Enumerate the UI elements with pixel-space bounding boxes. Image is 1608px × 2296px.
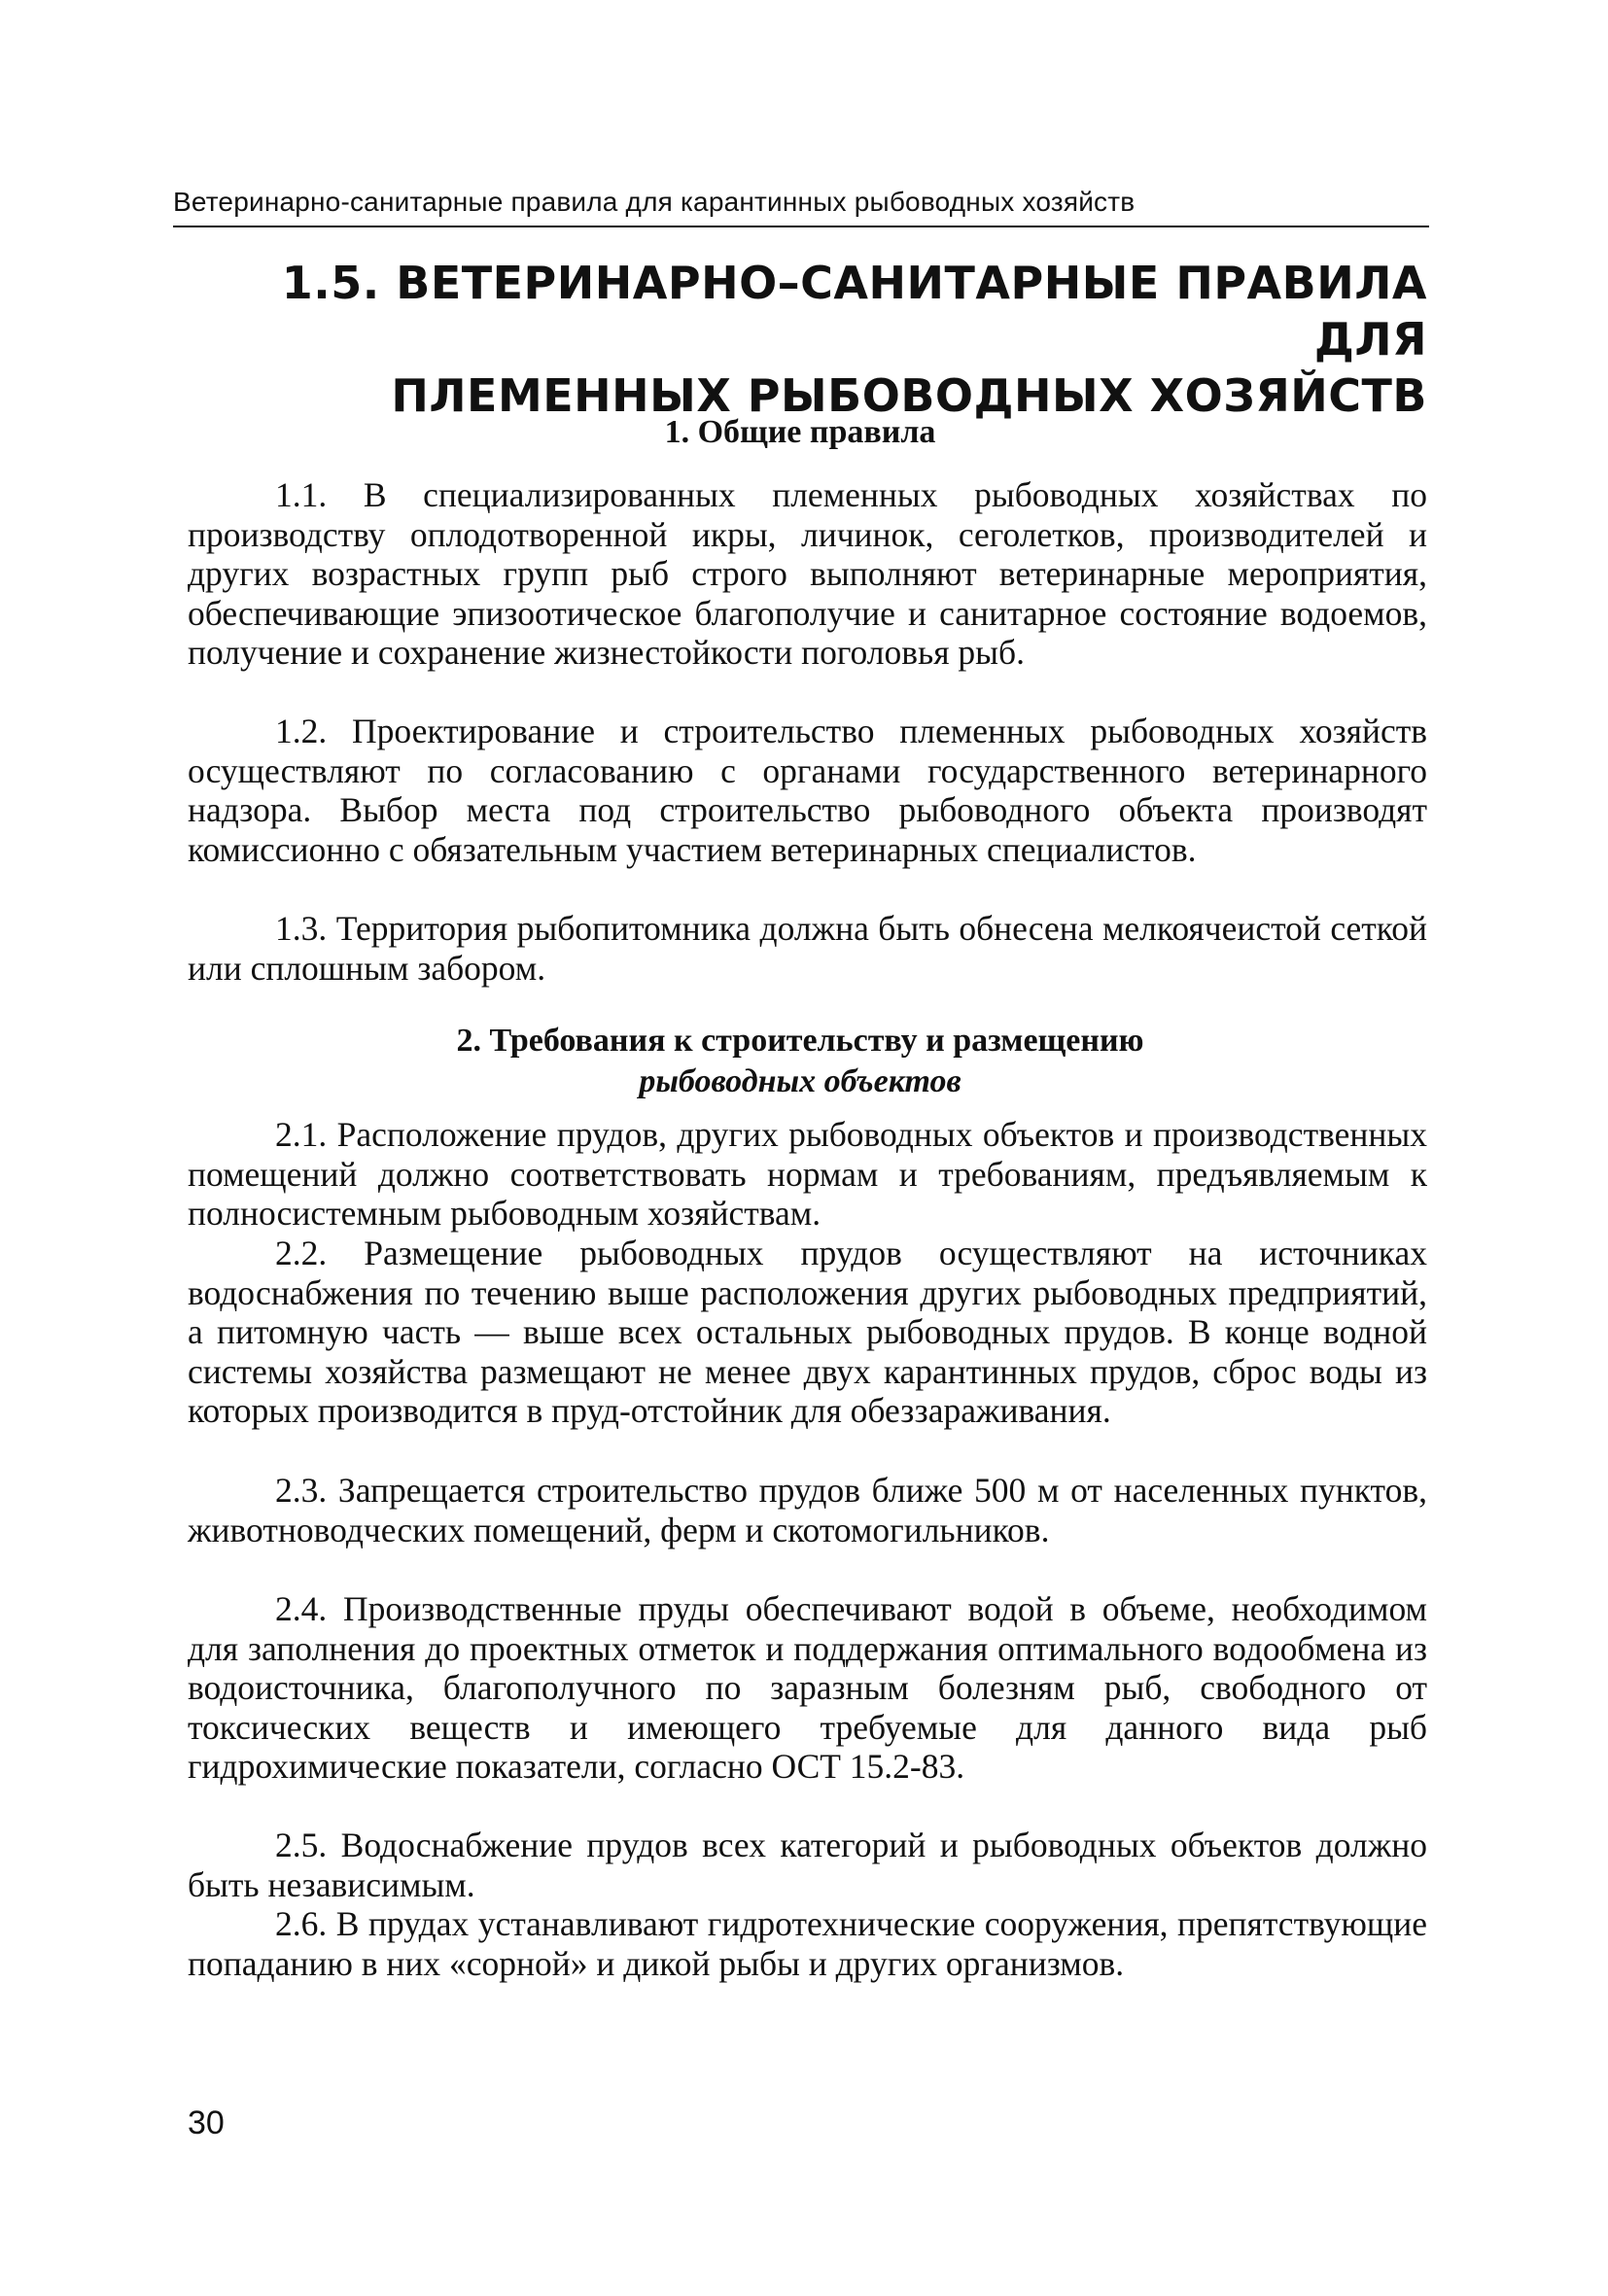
- chapter-title: [173, 255, 1427, 424]
- paragraph-2-2: 2.2. Размещение рыбоводных прудов осуществляют на источниках водоснабжения по течению выше расположения других рыбоводных предприятий, а питомную часть — выше всех остальных рыбоводных прудов. В конце водной системы хозяйства размещают не менее двух карантинных прудов, сброс воды из которых производится в пруд-отстойник для обеззараживания.: [188, 1234, 1427, 1431]
- chapter-title-line-2: ПЛЕМЕННЫХ РЫБОВОДНЫХ ХОЗЯЙСТВ: [391, 369, 1427, 422]
- paragraph-1-1: 1.1. В специализированных племенных рыбоводных хозяйствах по производству оплодотворенной икры, личинок, сеголетков, производителей и других возрастных групп рыб строго выполняют ветеринарные мероприятия, обеспечивающие эпизоотическое благополучие и санитарное состояние водоемов, получение и сохранение жизнестойкости поголовья рыб.: [188, 475, 1427, 673]
- paragraph-2-4: 2.4. Производственные пруды обеспечивают водой в объеме, необходимом для заполнения до проектных отметок и поддержания оптимального водообмена из водоисточника, благополучного по заразным болезням рыб, свободного от токсических веществ и имеющего требуемые для данного вида рыб гидрохимические показатели, согласно ОСТ 15.2-83.: [188, 1589, 1427, 1787]
- paragraph-1-3: 1.3. Территория рыбопитомника должна быть обнесена мелкоячеистой сеткой или сплошным забором.: [188, 909, 1427, 988]
- paragraph-1-2: 1.2. Проектирование и строительство племенных рыбоводных хозяйств осуществляют по согласованию с органами государственного ветеринарного надзора. Выбор места под строительство рыбоводного объекта производят комиссионно с обязательным участием ветеринарных специалистов.: [188, 712, 1427, 869]
- section-title-construction: [173, 1021, 1427, 1102]
- page-number: 30: [188, 2105, 225, 2141]
- paragraph-2-5: 2.5. Водоснабжение прудов всех категорий и рыбоводных объектов должно быть независимым.: [188, 1826, 1427, 1904]
- paragraph-2-3: 2.3. Запрещается строительство прудов ближе 500 м от населенных пунктов, животноводческих помещений, ферм и скотомогильников.: [188, 1471, 1427, 1549]
- paragraph-2-1: 2.1. Расположение прудов, других рыбоводных объектов и производственных помещений должно соответствовать нормам и требованиям, предъявляемым к полносистемным рыбоводным хозяйствам.: [188, 1115, 1427, 1234]
- running-head: Ветеринарно-санитарные правила для карантинных рыбоводных хозяйств: [173, 187, 1136, 217]
- paragraph-2-6: 2.6. В прудах устанавливают гидротехнические сооружения, препятствующие попаданию в них «сорной» и дикой рыбы и других организмов.: [188, 1904, 1427, 1983]
- section-title-line-2: рыбоводных объектов: [639, 1063, 961, 1099]
- section-title-line-1: 2. Требования к строительству и размещению: [456, 1023, 1144, 1059]
- section-title-general: 1. Общие правила: [664, 414, 936, 450]
- chapter-title-line-1: 1.5. ВЕТЕРИНАРНО–САНИТАРНЫЕ ПРАВИЛА ДЛЯ: [281, 257, 1427, 365]
- header-rule: [173, 226, 1429, 227]
